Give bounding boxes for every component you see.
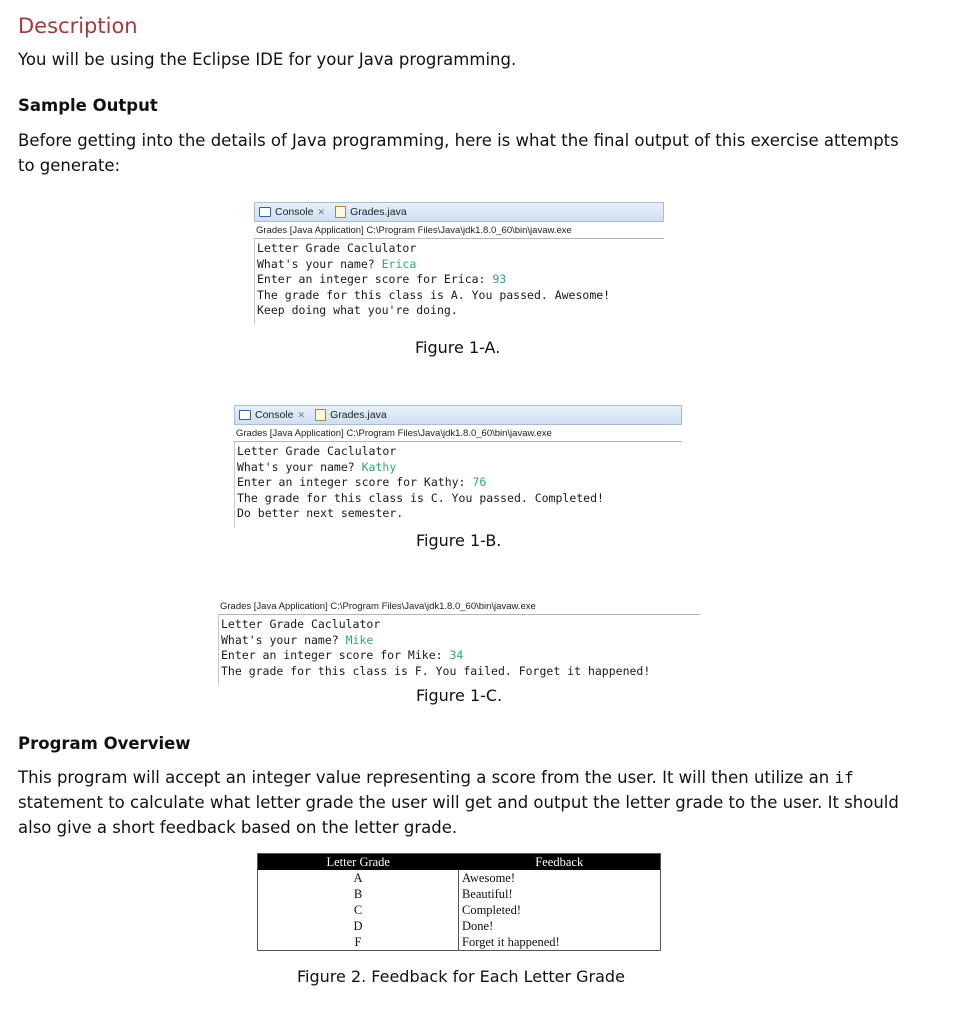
description-heading: Description [18,14,138,38]
console-icon [259,207,271,217]
user-input-name: Kathy [361,459,397,474]
java-file-icon [315,409,326,421]
user-input-score: 34 [449,648,464,662]
console-line: The grade for this class is C. You passed. Completed! [237,490,604,505]
feedback-table [257,853,661,951]
grades-java-tab[interactable]: Grades.java [315,409,387,421]
program-overview-heading: Program Overview [18,734,191,753]
launch-path: Grades [Java Application] C:\Program Files\Java\jdk1.8.0_60\bin\javaw.exe [254,222,664,239]
console-line: Keep doing what you're doing. [257,303,458,317]
table-row: D Done! [258,918,661,934]
sample-output-paragraph: Before getting into the details of Java programming, here is what the final output of this exercise attempts to generate: [18,131,899,175]
close-icon[interactable]: ✕ [297,409,306,420]
column-header: Feedback [459,854,661,871]
console-line: Enter an integer score for Mike: 34 [221,648,464,662]
overview-paragraph: This program will accept an integer value representing a score from the user. It will then utilize an if statement to calculate what letter grade the user will get and output the letter grade to the user. It should also give a short feedback based on the letter grade. [18,768,899,837]
table-row: B Beautiful! [258,886,661,902]
console-line: Enter an integer score for Erica: 93 [257,272,507,286]
if-keyword: if [834,768,854,787]
console-tab[interactable]: Console ✕ [239,409,305,421]
console-line: What's your name? Kathy [237,459,397,474]
grades-java-tab[interactable]: Grades.java [335,206,407,218]
console-line: Do better next semester. [237,506,404,520]
console-panel-c [218,598,700,685]
console-line: What's your name? Erica [257,256,417,271]
table-caption: Figure 2. Feedback for Each Letter Grade [297,967,625,986]
user-input-name: Erica [381,256,417,271]
console-line: What's your name? Mike [221,632,374,647]
figure-caption: Figure 1-C. [416,686,503,705]
console-line: Enter an integer score for Kathy: 76 [237,475,487,489]
column-header: Letter Grade [258,854,459,871]
console-line: Letter Grade Caclulator [221,617,381,631]
console-icon [239,410,251,420]
user-input-name: Mike [345,632,374,647]
table-row: F Forget it happened! [258,934,661,951]
console-line: The grade for this class is F. You failed. Forget it happened! [221,663,651,678]
intro-text: You will be using the Eclipse IDE for your Java programming. [18,50,517,69]
console-output [218,615,700,685]
console-tab[interactable]: Console ✕ [259,206,325,218]
sample-output-heading: Sample Output [18,96,158,115]
figure-caption: Figure 1-B. [416,531,502,550]
console-panel-a [254,202,664,325]
user-input-score: 93 [492,272,507,286]
console-output [234,442,682,528]
launch-path: Grades [Java Application] C:\Program Files\Java\jdk1.8.0_60\bin\javaw.exe [218,598,700,615]
launch-path: Grades [Java Application] C:\Program Files\Java\jdk1.8.0_60\bin\javaw.exe [234,425,682,442]
console-output [254,239,664,325]
user-input-score: 76 [472,475,487,489]
table-row: A Awesome! [258,870,661,886]
console-line: Letter Grade Caclulator [257,241,417,255]
console-line: Letter Grade Caclulator [237,444,397,458]
console-tabbar [254,202,664,222]
console-tabbar [234,405,682,425]
figure-caption: Figure 1-A. [415,338,501,357]
console-panel-b [234,405,682,528]
console-line: The grade for this class is A. You passed. Awesome! [257,287,611,302]
close-icon[interactable]: ✕ [317,206,326,217]
table-row: C Completed! [258,902,661,918]
java-file-icon [335,206,346,218]
